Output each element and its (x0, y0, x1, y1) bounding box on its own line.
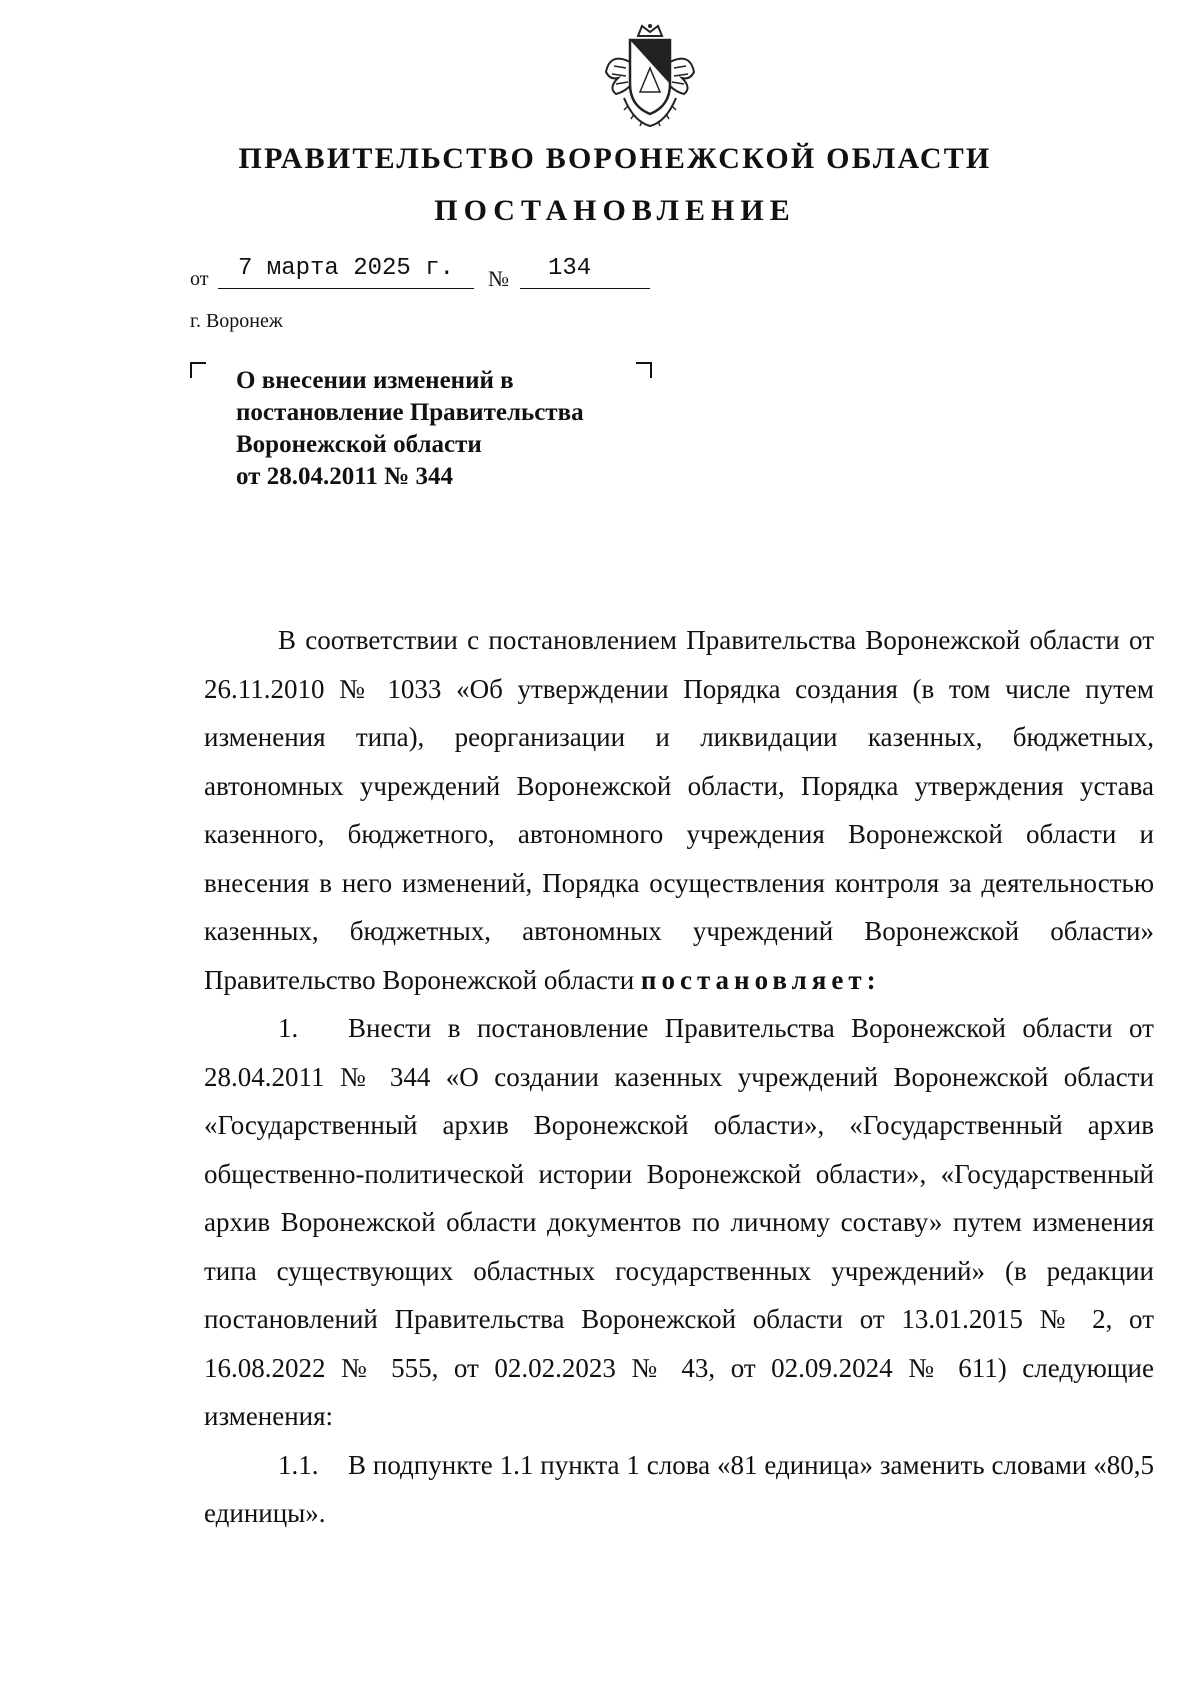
subject-line: постановление Правительства (236, 399, 584, 426)
coat-of-arms-emblem (600, 22, 700, 132)
item-1-1-text: В подпункте 1.1 пункта 1 слова «81 единица» заменить словами «80,5 единицы». (204, 1449, 1154, 1528)
subject-bracket-left (190, 362, 206, 378)
decree-word: постановляет: (640, 964, 881, 995)
item-1-1-number: 1.1. (278, 1449, 319, 1480)
document-date: 7 марта 2025 г. (238, 255, 455, 282)
date-underline (218, 288, 474, 289)
preamble-text: В соответствии с постановлением Правительства Воронежской области от 26.11.2010 № 1033 «Об утверждении Порядка создания (в том числе путем изменения типа), реорганизации и ликвидации казенных, бюджетных, автономных учреждений Воронежской области, Порядка утверждения устава казенного, бюджетного, автономного учреждения Воронежской области и внесения в него изменений, Порядка осуществления контроля за деятельностью казенных, бюджетных, автономных учреждений Воронежской области» Правительство Воронежской области (204, 625, 1154, 995)
government-title: ПРАВИТЕЛЬСТВО ВОРОНЕЖСКОЙ ОБЛАСТИ (238, 142, 992, 175)
item-1-1-paragraph (204, 1441, 1154, 1538)
number-label: № (488, 266, 509, 291)
item-1-number: 1. (278, 1013, 299, 1043)
date-prefix: от (190, 268, 209, 290)
city-name: г. Воронеж (190, 310, 283, 332)
item-1-text: Внести в постановление Правительства Воронежской области от 28.04.2011 № 344 «О создании казенных учреждений Воронежской области «Государственный архив Воронежской области», «Государственный архив общественно-политической истории Воронежской области», «Государственный архив Воронежской области документов по личному составу» путем изменения типа существующих областных государственных учреждений» (в редакции постановлений Правительства Воронежской области от 13.01.2015 № 2, от 16.08.2022 № 555, от 02.02.2023 № 43, от 02.09.2024 № 611) следующие изменения: (204, 1013, 1154, 1431)
number-underline (520, 288, 650, 289)
document-number: 134 (548, 255, 592, 282)
item-1-paragraph (204, 1004, 1154, 1441)
document-type: ПОСТАНОВЛЕНИЕ (434, 194, 796, 227)
subject-line: О внесении изменений в (236, 367, 514, 394)
preamble-paragraph (204, 616, 1154, 1004)
document-body (204, 616, 1154, 1538)
subject-line: от 28.04.2011 № 344 (236, 463, 453, 490)
subject-line: Воронежской области (236, 431, 482, 458)
document-subject (236, 365, 584, 493)
subject-bracket-right (636, 362, 652, 378)
